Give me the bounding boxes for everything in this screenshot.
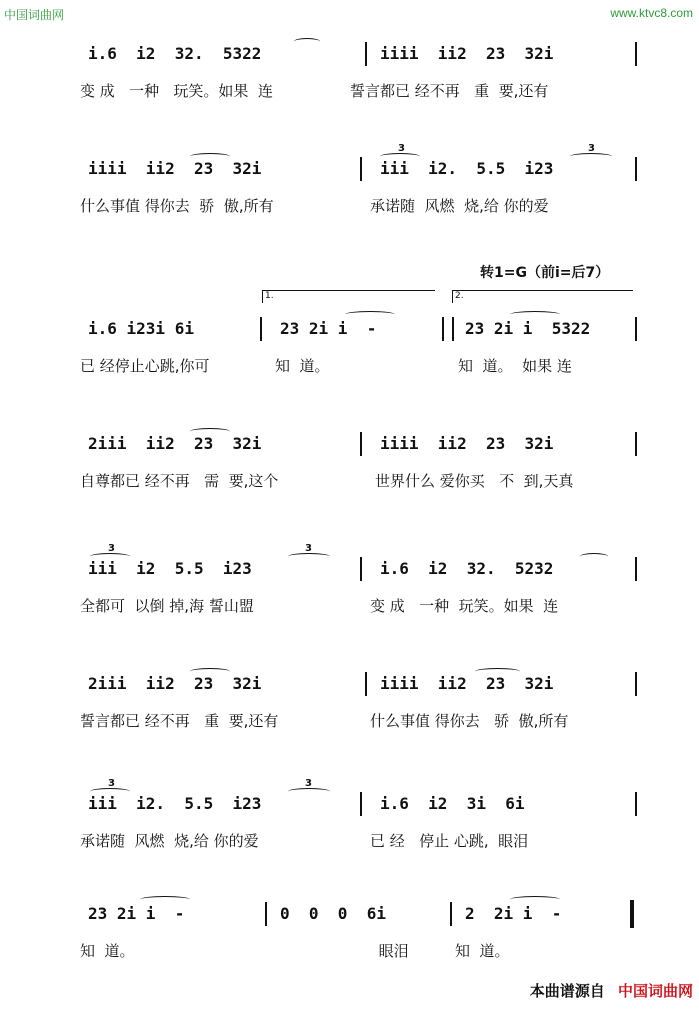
notes-measure: 23 2i i 5322: [465, 319, 591, 338]
barline: [260, 317, 262, 341]
lyrics-segment: 誓言都已 经不再 重 要,还有: [350, 82, 549, 100]
barline: [635, 42, 637, 66]
volta-first: 1.: [262, 290, 435, 303]
notes-row: [80, 900, 640, 926]
slur: [190, 668, 230, 675]
lyrics-segment: 眼泪: [350, 942, 409, 960]
notes-measure: i.6 i2 3i 6i: [380, 794, 525, 813]
lyrics-segment: 变 成 一种 玩笑。如果 连: [80, 82, 273, 100]
notes-measure: iii i2. 5.5 i23: [88, 794, 262, 813]
triplet-mark: 3: [398, 143, 405, 154]
slur: [510, 896, 560, 903]
lyrics-segment: 全都可 以倒 掉,海 誓山盟: [80, 597, 254, 615]
notes-measure: 23 2i i -: [88, 904, 185, 923]
notes-measure: iiii ii2 23 32i: [380, 44, 554, 63]
barline: [360, 792, 362, 816]
lyrics-segment: 誓言都已 经不再 重 要,还有: [80, 712, 279, 730]
barline: [365, 672, 367, 696]
barline: [635, 432, 637, 456]
notes-row: [80, 40, 640, 66]
lyrics-segment: 知 道。: [275, 357, 330, 375]
repeat-barline: [452, 317, 454, 341]
barline: [635, 672, 637, 696]
slur: [90, 788, 130, 795]
barline: [265, 902, 267, 926]
lyrics-segment: 知 道。: [80, 942, 135, 960]
slur: [510, 311, 560, 318]
notes-measure: 2 2i i -: [465, 904, 562, 923]
notes-row: [80, 670, 640, 696]
lyrics-row: [80, 940, 640, 960]
volta-second: 2.: [452, 290, 633, 303]
lyrics-row: [80, 470, 640, 490]
lyrics-segment: 已 经 停止 心跳, 眼泪: [370, 832, 529, 850]
slur: [288, 788, 330, 795]
barline: [635, 157, 637, 181]
barline: [635, 557, 637, 581]
triplet-mark: 3: [108, 543, 115, 554]
source-footer: [530, 980, 693, 1001]
triplet-mark: 3: [305, 778, 312, 789]
notes-measure: iiii ii2 23 32i: [380, 674, 554, 693]
lyrics-row: [80, 80, 640, 100]
lyrics-segment: 知 道。 如果 连: [458, 357, 572, 375]
lyrics-segment: 自尊都已 经不再 需 要,这个: [80, 472, 279, 490]
lyrics-segment: 什么事值 得你去 骄 傲,所有: [80, 197, 274, 215]
lyrics-segment: 承诺随 风燃 烧,给 你的爱: [370, 197, 549, 215]
slur: [90, 553, 130, 560]
notes-measure: iiii ii2 23 32i: [88, 159, 262, 178]
slur: [140, 896, 190, 903]
slur: [570, 153, 612, 160]
lyrics-row: [80, 595, 640, 615]
slur: [345, 311, 395, 318]
notes-row: [80, 315, 640, 341]
footer-source-label: 本曲谱源自: [529, 982, 605, 1000]
notes-measure: 2iii ii2 23 32i: [88, 674, 262, 693]
watermark-right: www.ktvc8.com: [610, 6, 693, 20]
lyrics-row: [80, 830, 640, 850]
slur: [190, 153, 230, 160]
triplet-mark: 3: [305, 543, 312, 554]
lyrics-segment: 承诺随 风燃 烧,给 你的爱: [80, 832, 259, 850]
triplet-mark: 3: [588, 143, 595, 154]
barline: [635, 792, 637, 816]
barline: [360, 557, 362, 581]
notes-measure: 23 2i i -: [280, 319, 377, 338]
lyrics-row: [80, 710, 640, 730]
notes-measure: iii i2 5.5 i23: [88, 559, 252, 578]
lyrics-segment: 世界什么 爱你买 不 到,天真: [375, 472, 574, 490]
notes-measure: i.6 i2 32. 5322: [88, 44, 262, 63]
final-barline: [630, 900, 634, 928]
notes-measure: iii i2. 5.5 i23: [380, 159, 554, 178]
lyrics-segment: 什么事值 得你去 骄 傲,所有: [370, 712, 569, 730]
barline: [635, 317, 637, 341]
lyrics-row: [80, 195, 640, 215]
notes-measure: i.6 i23i 6i: [88, 319, 194, 338]
notes-measure: 0 0 0 6i: [280, 904, 386, 923]
notes-measure: i.6 i2 32. 5232: [380, 559, 554, 578]
triplet-mark: 3: [108, 778, 115, 789]
notes-measure: 2iii ii2 23 32i: [88, 434, 262, 453]
barline: [360, 157, 362, 181]
key-change-label: 转1=G（前i=后7）: [480, 265, 610, 281]
slur: [380, 153, 420, 160]
slur: [288, 553, 330, 560]
notes-measure: iiii ii2 23 32i: [380, 434, 554, 453]
barline: [365, 42, 367, 66]
slur: [294, 38, 320, 45]
lyrics-segment: 变 成 一种 玩笑。如果 连: [370, 597, 559, 615]
lyrics-segment: 已 经停止心跳,你可: [80, 357, 210, 375]
repeat-barline: [442, 317, 444, 341]
barline: [450, 902, 452, 926]
footer-site-link[interactable]: 中国词曲网: [617, 982, 693, 1000]
lyrics-row: [80, 355, 640, 375]
barline: [360, 432, 362, 456]
slur: [580, 553, 608, 560]
slur: [475, 668, 520, 675]
watermark-left: 中国词曲网: [4, 8, 65, 22]
slur: [190, 428, 230, 435]
lyrics-segment: 知 道。: [455, 942, 510, 960]
